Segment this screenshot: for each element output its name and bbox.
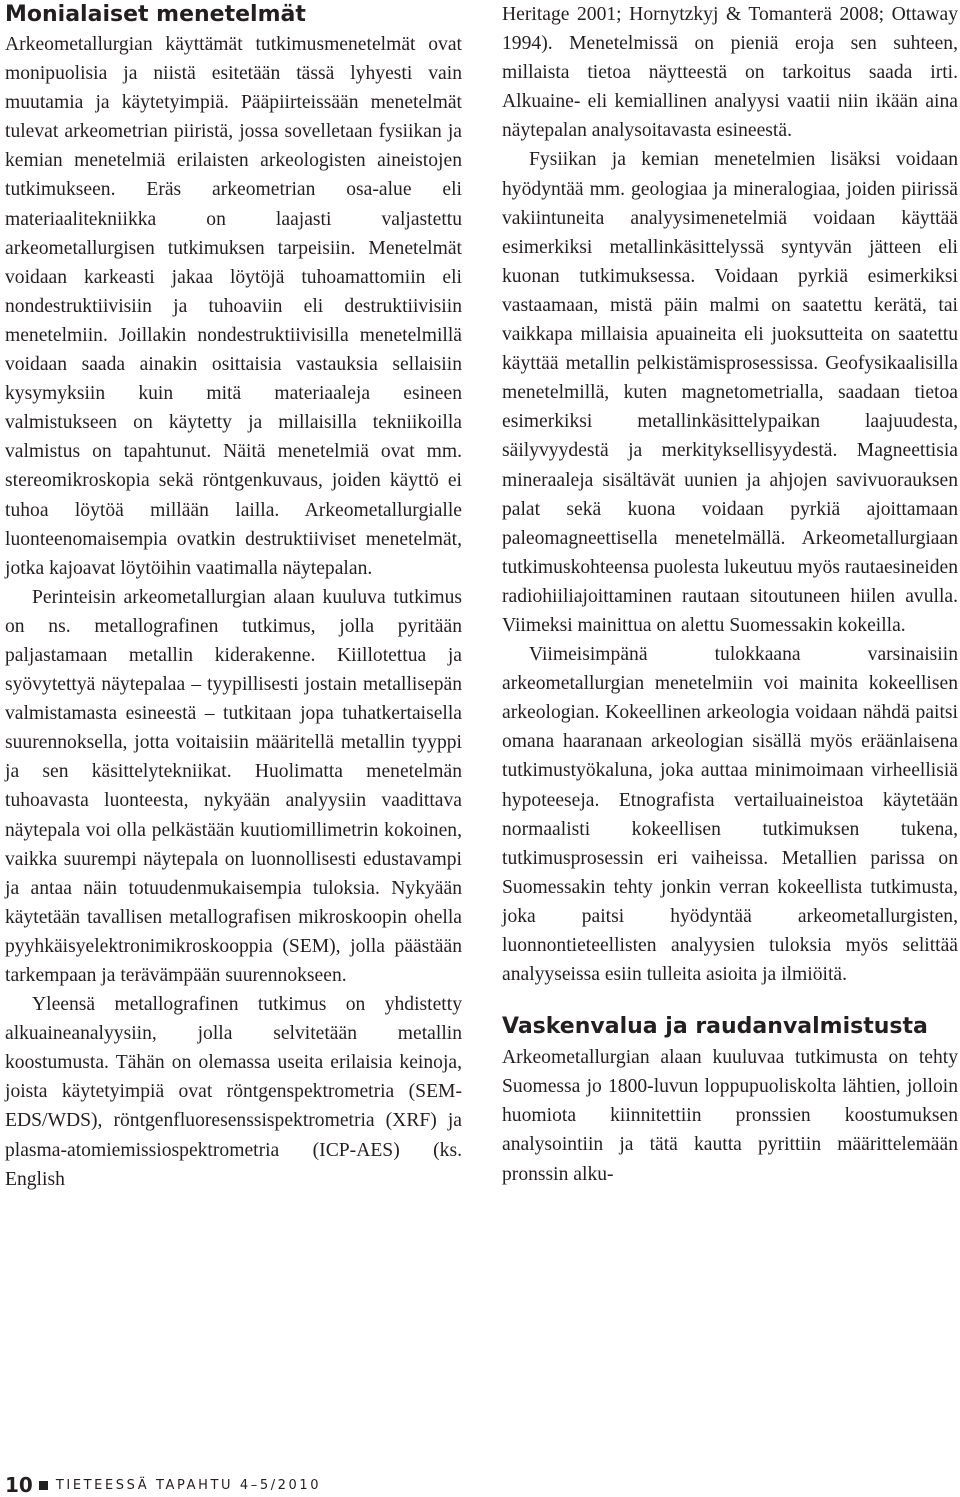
square-bullet-icon [39,1481,48,1490]
right-column [502,0,958,1189]
paragraph-left-2: Perinteisin arkeometallurgian alaan kuuluva tutkimus on ns. metallografinen tutkimus, jolla pyritään paljastamaan metallin kiderakenne. Kiillotettua ja syövytettyä näytepalaa – tyypillisesti jostain metallisepän valmistamasta esineestä – tutkitaan jopa tuhatkertaisella suurennoksella, jotta voitaisiin määritellä metallin tyyppi ja sen käsittelytekniikat. Huolimatta menetelmän tuhoavasta luonteesta, nykyään analyysiin vaadittava näytepala voi olla pelkästään kuutiomillimetrin kokoinen, vaikka suurempi näytepala on luonnollisesti edustavampi ja antaa näin totuudenmukaisempia tuloksia. Nykyään käytetään tavallisen metallografisen mikroskoopin ohella pyyhkäisyelektronimikroskooppia (SEM), jolla päästään tarkempaan ja terävämpään suurennokseen. [5,586,462,986]
paragraph-right-4: Arkeometallurgian alaan kuuluvaa tutkimusta on tehty Suomessa jo 1800-luvun loppupuoliskolta lähtien, jolloin huomiota kiinnitettiin pronssien koostumuksen analysointiin ja tätä kautta pyrittiin määrittelemään pronssin alku- [502,1047,958,1185]
paragraph-right-1: Heritage 2001; Hornytzkyj & Tomanterä 2008; Ottaway 1994). Menetelmissä on pieniä eroja sen suhteen, millaista tietoa näytteestä on tarkoitus saada irti. Alkuaine- eli kemiallinen analyysi vaatii niin ikään aina näytepalan analysoitavasta esineestä. [502,4,958,142]
page-number: 10 [5,1473,33,1497]
left-column [5,0,462,1194]
page-footer [5,1474,321,1496]
section-heading-monialaiset: Monialaiset menetelmät [5,2,306,27]
paragraph-right-2: Fysiikan ja kemian menetelmien lisäksi voidaan hyödyntää mm. geologiaa ja mineralogiaa, joiden piirissä vakiintuneita analyysimenetelmiä voidaan käyttää esimerkiksi metallinkäsittelyssä syntyvän jätteen eli kuonan tutkimuksessa. Voidaan pyrkiä esimerkiksi vastaamaan, mistä päin malmi on saatettu kerätä, tai vaikkapa millaisia apuaineita eli juoksutteita on saatettu käyttää metallin pelkistämisprosessissa. Geofysikaalisilla menetelmillä, kuten magnetometrialla, saadaan tietoa esimerkiksi metallinkäsittelypaikan laajuudesta, säilyvyydestä ja merkityksellisyydestä. Magneettisia mineraaleja sisältävät uunien ja ahjojen savivuorauksen palat sekä kuona voidaan pyrkiä ajoittamaan paleomagneettisella menetelmällä. Arkeometallurgiaan tutkimuskohteensa puolesta lukeutuu myös rautaesineiden radiohiiliajoittaminen rautaan sitoutuneen hiilen avulla. Viimeksi mainittua on alettu Suomessakin kokeilla. [502,149,959,636]
section-heading-vaskenvalua: Vaskenvalua ja raudanvalmistusta [502,1014,928,1040]
publication-title: TIETEESSÄ TAPAHTU 4–5/2010 [55,1477,322,1493]
paragraph-right-3: Viimeisimpänä tulokkaana varsinaisiin arkeometallurgian menetelmiin voi mainita kokeellisen arkeologian. Kokeellinen arkeologia voidaan nähdä paitsi omana haaranaan arkeologian sisällä myös eräänlaisena tutkimustyökaluna, joka auttaa minimoimaan virheellisiä hypoteeseja. Etnografista vertailuaineistoa käytetään normaalisti kokeellisen tutkimuksen tukena, tutkimusprosessin eri vaiheissa. Metallien parissa on Suomessakin tehty jonkin verran kokeellista tutkimusta, joka paitsi hyödyntää arkeometallurgisten, luonnontieteellisten analyysien tuloksia myös selittää analyyseissa esiin tulleita asioita ja ilmiöitä. [502,644,958,986]
paragraph-left-3: Yleensä metallografinen tutkimus on yhdistetty alkuaineanalyysiin, jolla selvitetään metallin koostumusta. Tähän on olemassa useita erilaisia keinoja, joista käytetyimpiä ovat röntgenspektrometria (SEM-EDS/WDS), röntgenfluoresenssispektrometria (XRF) ja plasma-atomiemissiospektrometria (ICP-AES) (ks. English [5,994,462,1190]
paragraph-left-1: Arkeometallurgian käyttämät tutkimusmenetelmät ovat monipuolisia ja niistä esitetään tässä lyhyesti vain muutamia ja käytetyimpiä. Pääpiirteissään menetelmät tulevat arkeometrian piiristä, jossa sovelletaan fysiikan ja kemian menetelmiä erilaisten arkeologisten aineistojen tutkimukseen. Eräs arkeometrian osa-alue eli materiaalitekniikka on laajasti valjastettu arkeometallurgisen tutkimuksen tarpeisiin. Menetelmät voidaan karkeasti jakaa löytöjä tuhoamattomiin eli nondestruktiivisiin ja tuhoaviin eli destruktiivisiin menetelmiin. Joillakin nondestruktiivisilla menetelmillä voidaan saada ainakin osittaisia vastauksia sellaisiin kysymyksiin kuin mitä materiaaleja esineen valmistukseen on käytetty ja millaisilla tekniikoilla valmistus on tapahtunut. Näitä menetelmiä ovat mm. stereomikroskopia sekä röntgenkuvaus, joiden käyttö ei tuhoa löytöä millään lailla. Arkeometallurgialle luonteenomaisempia ovatkin destruktiiviset menetelmät, jotka kajoavat löytöihin vaatimalla näytepalan. [5,34,462,579]
